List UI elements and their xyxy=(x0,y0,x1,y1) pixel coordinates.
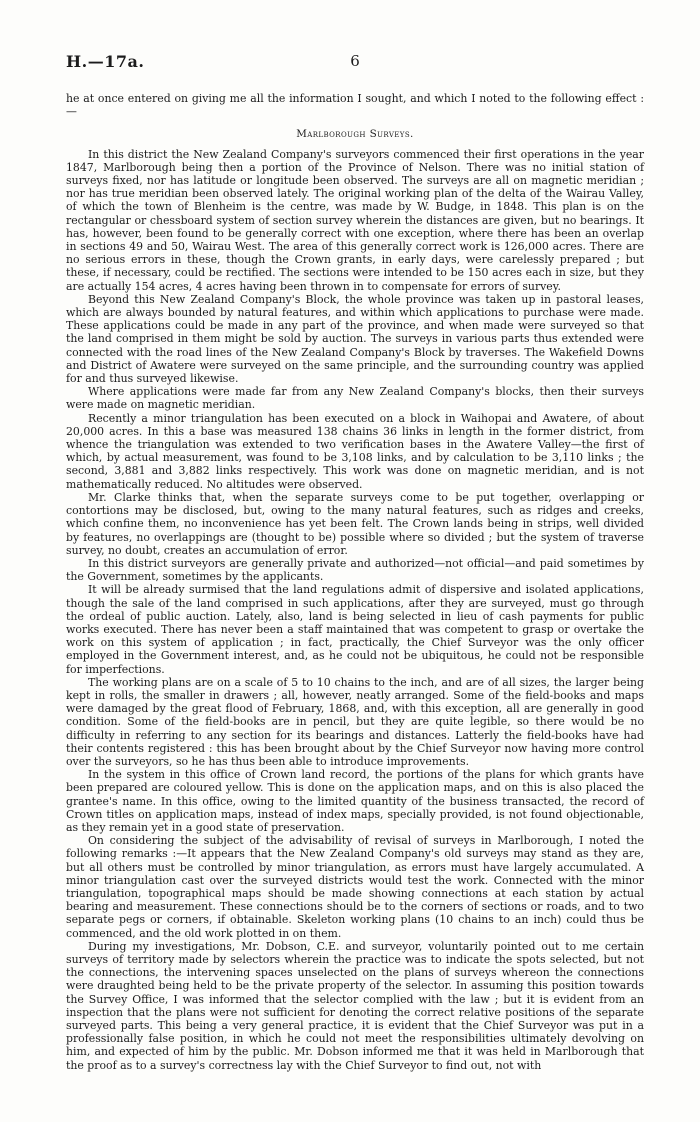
paragraph: It will be already surmised that the land regulations admit of dispersive and isolated applications, though the sale of the land comprised in such applications, after they are surveyed, must go through the ordeal of public auction. Lately, also, land is being selected in lieu of cash payments for public works executed. There has never been a staff maintained that was competent to grasp or overtake the work on this system of application ; in fact, practically, the Chief Surveyor was the only officer employed in the Government interest, and, as he could not be ubiquitous, he could not be responsible for imperfections. xyxy=(66,583,644,676)
paragraph: In this district the New Zealand Company's surveyors commenced their first operations in the year 1847, Marlborough being then a portion of the Province of Nelson. There was no initial station of surveys fixed, nor has latitude or longitude been observed. The surveys are all on magnetic meridian ; nor has true meridian been observed lately. The original working plan of the delta of the Wairau Valley, of which the town of Blenheim is the centre, was made by W. Budge, in 1848. This plan is on the rectangular or chessboard system of section survey wherein the distances are given, but no bearings. It has, however, been found to be generally correct with one exception, where there has been an overlap in sections 49 and 50, Wairau West. The area of this generally correct work is 126,000 acres. There are no serious errors in these, though the Crown grants, in early days, were carelessly prepared ; but these, if necessary, could be rectified. The sections were intended to be 150 acres each in size, but they are actually 154 acres, 4 acres having been thrown in to compensate for errors of survey. xyxy=(66,147,644,293)
paragraph: In the system in this office of Crown land record, the portions of the plans for which grants have been prepared are coloured yellow. This is done on the application maps, and on this is also placed the grantee's name. In this office, owing to the limited quantity of the business transacted, the record of Crown titles on application maps, instead of index maps, specially provided, is not found objectionable, as they remain yet in a good state of preservation. xyxy=(66,768,644,834)
document-body xyxy=(66,92,644,1072)
paragraph: Recently a minor triangulation has been executed on a block in Waihopai and Awatere, of about 20,000 acres. In this a base was measured 138 chains 36 links in length in the former district, from whence the triangulation was extended to two verification bases in the Awatere Valley—the first of which, by actual measurement, was found to be 3,108 links, and by calculation to be 3,110 links ; the second, 3,881 and 3,882 links respectively. This work was done on magnetic meridian, and is not mathematically reduced. No altitudes were observed. xyxy=(66,411,644,491)
intro-text: he at once entered on giving me all the information I sought, and which I noted to the following effect :— xyxy=(66,92,644,119)
paragraph: During my investigations, Mr. Dobson, C.E. and surveyor, voluntarily pointed out to me certain surveys of territory made by selectors wherein the practice was to indicate the spots selected, but not the connections, the intervening spaces unselected on the plans of surveys whereon the connections were draughted being held to be the private property of the selector. In assuming this position towards the Survey Office, I was informed that the selector complied with the law ; but it is evident from an inspection that the plans were not sufficient for denoting the correct relative positions of the separate surveyed parts. This being a very general practice, it is evident that the Chief Surveyor was put in a professionally false position, in which he could not meet the responsibilities ultimately devolving on him, and expected of him by the public. Mr. Dobson informed me that it was held in Marlborough that the proof as to a survey's correctness lay with the Chief Surveyor to find out, not with xyxy=(66,939,644,1072)
page-number: 6 xyxy=(350,52,360,70)
paragraph: Where applications were made far from any New Zealand Company's blocks, then their surveys were made on magnetic meridian. xyxy=(66,385,644,412)
section-title: Marlborough Surveys. xyxy=(296,128,414,141)
paragraph: On considering the subject of the advisability of revisal of surveys in Marlborough, I noted the following remarks :—It appears that the New Zealand Company's old surveys may stand as they are, but all others must be controlled by minor triangulation, as errors must have largely accumulated. A minor triangulation cast over the surveyed districts would test the work. Connected with the minor triangulation, topographical maps should be made showing connections at each station by actual bearing and measurement. These connections should be to the corners of sections or roads, and to two separate pegs or corners, if obtainable. Skeleton working plans (10 chains to an inch) could thus be commenced, and the old work plotted in on them. xyxy=(66,834,644,940)
paragraph: The working plans are on a scale of 5 to 10 chains to the inch, and are of all sizes, the larger being kept in rolls, the smaller in drawers ; all, however, neatly arranged. Some of the field-books and maps were damaged by the great flood of February, 1868, and, with this exception, all are generally in good condition. Some of the field-books are in pencil, but they are quite legible, so there would be no difficulty in referring to any section for its bearings and distances. Latterly the field-books have had their contents registered : this has been brought about by the Chief Surveyor now having more control over the surveyors, so he has thus been able to introduce improvements. xyxy=(66,675,644,768)
paragraph: Beyond this New Zealand Company's Block, the whole province was taken up in pastoral leases, which are always bounded by natural features, and within which applications to purchase were made. These applications could be made in any part of the province, and when made were surveyed so that the land comprised in them might be sold by auction. The surveys in various parts thus extended were connected with the road lines of the New Zealand Company's Block by traverses. The Wakefield Downs and District of Awatere were surveyed on the same principle, and the surrounding country was applied for and thus surveyed likewise. xyxy=(66,292,644,386)
paragraph: In this district surveyors are generally private and authorized—not official—and paid sometimes by the Government, sometimes by the applicants. xyxy=(66,556,644,584)
page-header xyxy=(66,52,644,78)
paragraph: Mr. Clarke thinks that, when the separate surveys come to be put together, overlapping or contortions may be disclosed, but, owing to the many natural features, such as ridges and creeks, which confine them, no inconvenience has yet been felt. The Crown lands being in strips, well divided by features, no overlappings are (thought to be) possible where so divided ; but the system of traverse survey, no doubt, creates an accumulation of error. xyxy=(66,490,644,557)
series-reference: H.—17a. xyxy=(66,52,145,71)
